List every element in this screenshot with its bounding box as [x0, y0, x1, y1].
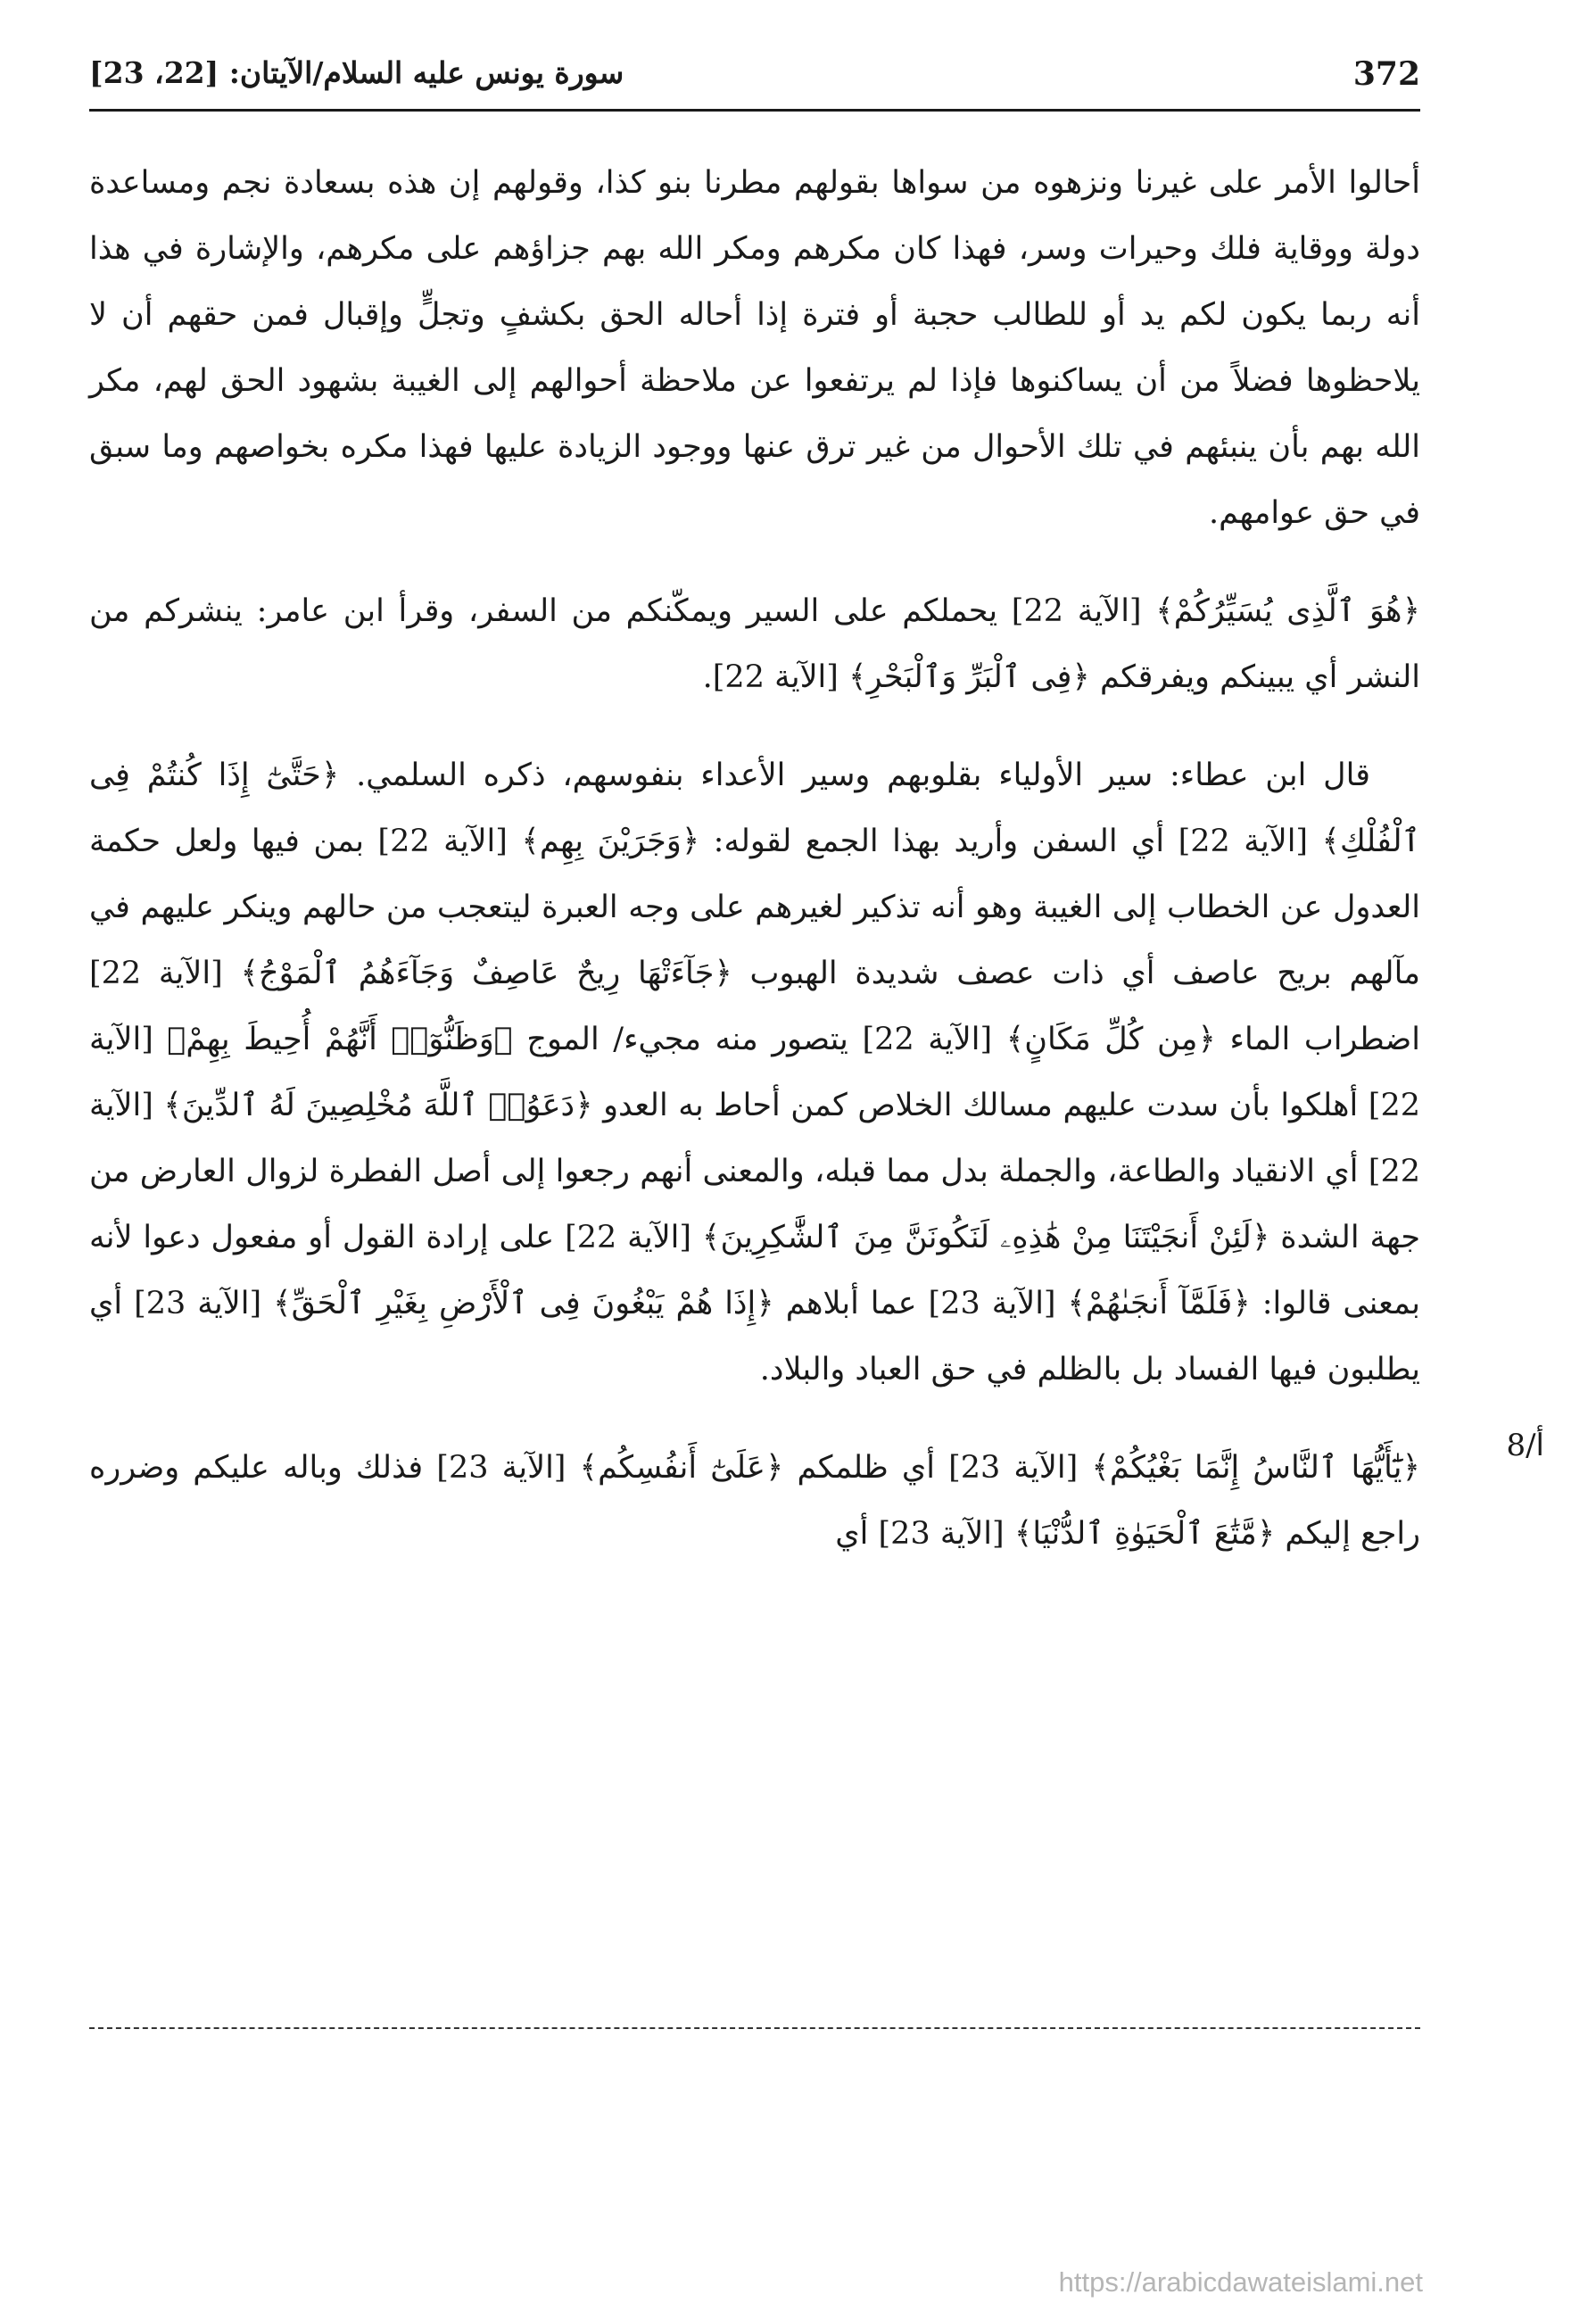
watermark-url: https://arabicdawateislami.net	[1058, 2266, 1423, 2298]
paragraph-2: ﴿هُوَ ٱلَّذِى يُسَيِّرُكُمْ﴾ [الآية 22] يحملكم على السير ويمكّنكم من السفر، وقرأ ابن عامر: ينشركم من النشر أي يبينكم ويفرقكم ﴿فِى ٱلْبَرِّ وَٱلْبَحْرِ﴾ [الآية 22].	[89, 593, 1420, 695]
page-number: 372	[1352, 55, 1420, 93]
body-text	[89, 150, 1420, 1599]
paragraph-3: قال ابن عطاء: سير الأولياء بقلوبهم وسير الأعداء بنفوسهم، ذكره السلمي. ﴿حَتَّىٰٓ إِذَا كُنتُمْ فِى ٱلْفُلْكِ﴾ [الآية 22] أي السفن وأريد بهذا الجمع لقوله: ﴿وَجَرَيْنَ بِهِم﴾ [الآية 22] بمن فيها ولعل حكمة العدول عن الخطاب إلى الغيبة وهو أنه تذكير لغيرهم على وجه العبرة ليتعجب من حالهم وينكر عليهم في مآلهم بريح عاصف أي ذات عصف شديدة الهبوب ﴿جَآءَتْهَا رِيحٌ عَاصِفٌ وَجَآءَهُمُ ٱلْمَوْجُ﴾ [الآية 22] اضطراب الماء ﴿مِن كُلِّ مَكَانٍ﴾ [الآية 22] يتصور منه مجيء/ الموج ﴿وَظَنُّوٓا۟ أَنَّهُمْ أُحِيطَ بِهِمْ﴾ [الآية 22] أهلكوا بأن سدت عليهم مسالك الخلاص كمن أحاط به العدو ﴿دَعَوُا۟ ٱللَّهَ مُخْلِصِينَ لَهُ ٱلدِّينَ﴾ [الآية 22] أي الانقياد والطاعة، والجملة بدل مما قبله، والمعنى أنهم رجعوا إلى أصل الفطرة لزوال العارض من جهة الشدة ﴿لَئِنْ أَنجَيْتَنَا مِنْ هَٰذِهِۦ لَنَكُونَنَّ مِنَ ٱلشَّٰكِرِينَ﴾ [الآية 22] على إرادة القول أو مفعول دعوا لأنه بمعنى قالوا: ﴿فَلَمَّآ أَنجَىٰهُمْ﴾ [الآية 23] عما أبلاهم ﴿إِذَا هُمْ يَبْغُونَ فِى ٱلْأَرْضِ بِغَيْرِ ٱلْحَقِّ﴾ [الآية 23] أي يطلبون فيها الفساد بل بالظلم في حق العباد والبلاد.	[89, 758, 1420, 1387]
paragraph-1: أحالوا الأمر على غيرنا ونزهوه من سواها بقولهم مطرنا بنو كذا، وقولهم إن هذه بسعادة نجم ومساعدة دولة ووقاية فلك وحيرات وسر، فهذا كان مكرهم ومكر الله بهم جزاؤهم على مكرهم، والإشارة في هذا أنه ربما يكون لكم يد أو للطالب حجبة أو فترة إذا أحاله الحق بكشفٍ وتجلٍّ وإقبال فمن حقهم أن لا يلاحظوها فضلاً من أن يساكنوها فإذا لم يرتفعوا عن ملاحظة أحوالهم إلى الغيبة بشهود الحق لهم، مكر الله بهم بأن ينبئهم في تلك الأحوال من غير ترق عنها ووجود الزيادة عليها فهذا مكره بخواصهم وما سبق في حق عوامهم.	[89, 165, 1420, 531]
running-title: سورة يونس عليه السلام/الآيتان: [22، 23]	[89, 55, 624, 90]
dashed-separator	[89, 2027, 1420, 2029]
page-header	[89, 55, 1420, 109]
paragraph-4: ﴿يَٰٓأَيُّهَا ٱلنَّاسُ إِنَّمَا بَغْيُكُمْ﴾ [الآية 23] أي ظلمكم ﴿عَلَىٰٓ أَنفُسِكُم﴾ [الآية 23] فذلك وباله عليكم وضرره راجع إليكم ﴿مَّتَٰعَ ٱلْحَيَوٰةِ ٱلدُّنْيَا﴾ [الآية 23] أي	[89, 1450, 1420, 1552]
manuscript-folio-marker: 8/أ	[1506, 1428, 1544, 1463]
header-rule	[89, 109, 1420, 112]
